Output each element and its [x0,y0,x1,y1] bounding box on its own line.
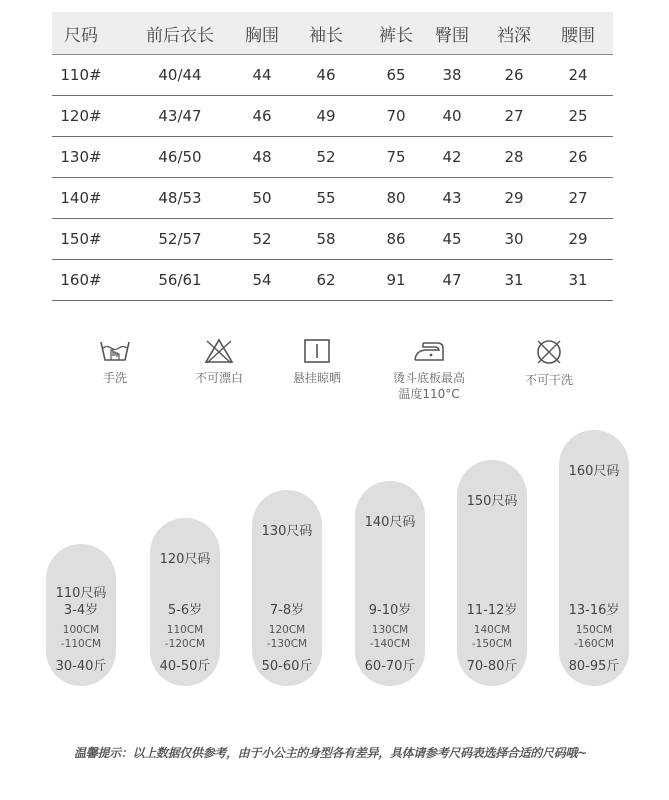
height-range-start: 120CM [268,624,306,636]
weight-label: 70-80斤 [466,659,518,674]
table-cell: 27 [504,107,524,125]
age-label: 3-4岁 [63,603,99,618]
height-range-end: -150CM [471,638,513,650]
size-label: 130尺码 [261,524,313,539]
age-label: 9-10岁 [368,603,412,618]
table-cell: 86 [386,230,406,248]
care-item-no-bleach [164,338,274,386]
table-row [52,137,613,178]
table-cell: 47 [442,271,462,289]
table-cell: 46 [316,66,336,84]
table-cell: 110# [60,66,102,84]
care-label-line2: 温度110°C [398,387,460,401]
table-cell: 48 [252,148,272,166]
size-capsule [559,430,629,686]
table-cell: 65 [386,66,406,84]
header-cell: 腰围 [561,25,595,46]
height-range-start: 130CM [371,624,409,636]
table-cell: 29 [568,230,588,248]
table-cell: 58 [316,230,336,248]
table-cell: 45 [442,230,462,248]
table-cell: 29 [504,189,524,207]
care-label: 不可漂白 [194,371,243,385]
size-capsule [252,490,322,686]
size-capsule [457,460,527,686]
height-range-end: -120CM [164,638,206,650]
table-cell: 31 [504,271,524,289]
table-cell: 49 [316,107,336,125]
height-range-end: -140CM [369,638,411,650]
table-cell: 120# [60,107,102,125]
header-cell: 臀围 [435,25,469,46]
table-cell: 52 [316,148,336,166]
table-body [52,55,613,301]
size-label: 120尺码 [159,552,211,567]
table-cell: 46 [252,107,272,125]
table-cell: 42 [442,148,462,166]
header-cell: 胸围 [245,25,279,46]
header-cell: 裆深 [497,25,531,46]
table-cell: 43 [442,189,462,207]
care-item-hang-dry [262,338,372,386]
table-row [52,178,613,219]
table-row [52,55,613,96]
care-item-no-dry-clean [494,338,604,388]
table-cell: 43/47 [158,107,202,125]
table-cell: 54 [252,271,272,289]
table-cell: 75 [386,148,406,166]
weight-label: 60-70斤 [364,659,416,674]
header-cell: 前后衣长 [146,25,214,46]
height-range-start: 100CM [62,624,100,636]
table-cell: 24 [568,66,588,84]
iron-low-icon [411,338,447,364]
table-cell: 27 [568,189,588,207]
hang-dry-icon [303,338,331,364]
care-item-hand-wash [60,338,170,386]
height-range-start: 140CM [473,624,511,636]
height-range-end: -130CM [266,638,308,650]
table-cell: 26 [504,66,524,84]
table-cell: 25 [568,107,588,125]
no-dry-clean-icon [534,338,564,366]
care-item-iron [374,338,484,402]
age-label: 13-16岁 [568,603,620,618]
size-label: 160尺码 [568,464,620,479]
table-cell: 91 [386,271,406,289]
table-cell: 38 [442,66,462,84]
weight-label: 30-40斤 [55,659,107,674]
height-range-end: -110CM [60,638,102,650]
table-cell: 28 [504,148,524,166]
size-capsule [46,544,116,686]
no-bleach-icon [204,338,234,364]
table-cell: 150# [60,230,102,248]
age-label: 7-8岁 [269,603,305,618]
table-cell: 56/61 [158,271,202,289]
table-cell: 48/53 [158,189,202,207]
size-table [52,12,613,301]
table-cell: 44 [252,66,272,84]
height-range-start: 150CM [575,624,613,636]
table-cell: 62 [316,271,336,289]
table-cell: 80 [386,189,406,207]
table-row [52,260,613,301]
table-cell: 40 [442,107,462,125]
table-cell: 40/44 [158,66,202,84]
table-cell: 160# [60,271,102,289]
table-row [52,219,613,260]
hand-wash-icon [98,338,132,364]
age-label: 5-6岁 [167,603,203,618]
care-label: 手洗 [102,371,127,385]
size-capsule [150,518,220,686]
table-cell: 140# [60,189,102,207]
table-cell: 30 [504,230,524,248]
table-cell: 52/57 [158,230,202,248]
care-label: 不可干洗 [524,373,573,387]
weight-label: 80-95斤 [568,659,620,674]
care-label: 悬挂晾晒 [292,371,341,385]
size-label: 150尺码 [466,494,518,509]
size-capsule [355,481,425,686]
table-cell: 55 [316,189,336,207]
table-cell: 26 [568,148,588,166]
table-cell: 31 [568,271,588,289]
height-range-start: 110CM [166,624,204,636]
table-cell: 46/50 [158,148,202,166]
table-cell: 50 [252,189,272,207]
care-label: 烫斗底板最高 [392,371,465,385]
tip-note: 温馨提示：以上数据仅供参考，由于小公主的身型各有差异，具体请参考尺码表选择合适的尺码哦~ [74,746,587,760]
table-row [52,96,613,137]
height-range-end: -160CM [573,638,615,650]
table-cell: 52 [252,230,272,248]
size-label: 140尺码 [364,515,416,530]
table-cell: 130# [60,148,102,166]
header-cell: 裤长 [379,25,413,46]
weight-label: 50-60斤 [261,659,313,674]
age-label: 11-12岁 [466,603,518,618]
table-cell: 70 [386,107,406,125]
size-label: 110尺码 [55,586,107,601]
header-cell: 袖长 [309,25,343,46]
table-header-row [52,12,613,55]
weight-label: 40-50斤 [159,659,211,674]
header-cell: 尺码 [64,25,98,46]
